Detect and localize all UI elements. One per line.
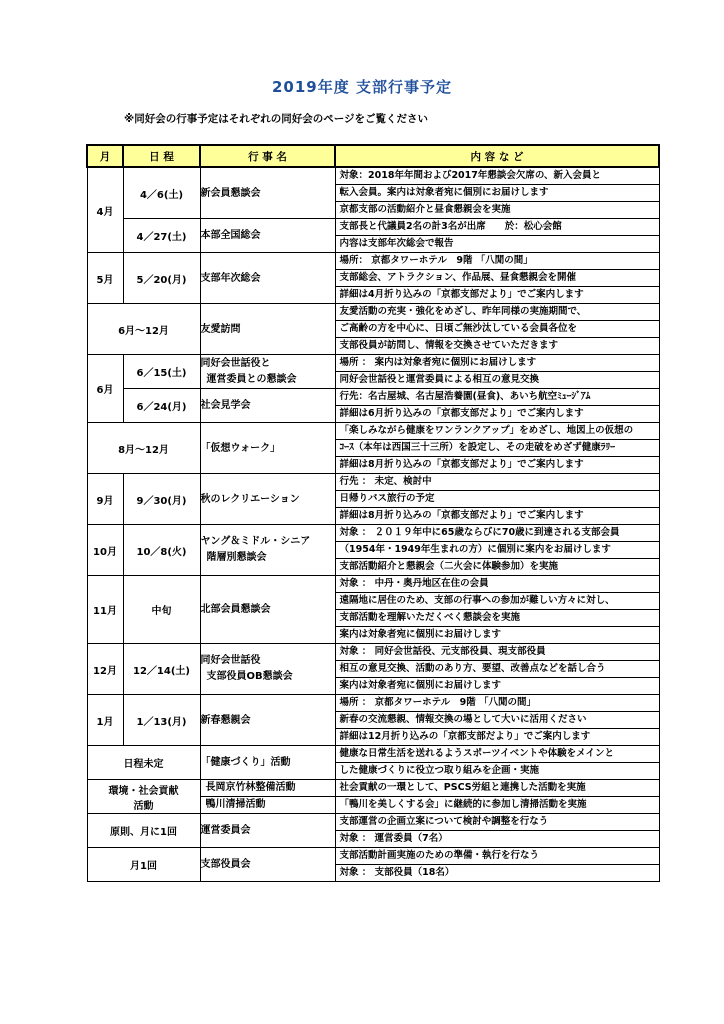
content-line: 詳細は8月折り込みの「京都支部だより」でご案内します xyxy=(339,510,584,521)
month-cell: 4月 xyxy=(87,167,123,253)
header-contents: 内 容 な ど xyxy=(335,145,659,167)
contents-cell xyxy=(335,848,659,882)
contents-cell xyxy=(335,355,659,389)
table-row xyxy=(87,304,659,355)
event-line: 運営委員との懇談会 xyxy=(206,373,297,385)
period-cell: 6月～12月 xyxy=(87,304,200,355)
content-line: 詳細は4月折り込みの「京都支部だより」でご案内します xyxy=(339,289,584,300)
content-line: 京都支部の活動紹介と昼食懇親会を実施 xyxy=(339,204,511,215)
contents-cell xyxy=(335,304,659,355)
date-cell: 4／6(土) xyxy=(123,167,200,219)
content-line: 行先 ： 未定、検討中 xyxy=(336,474,659,491)
contents-cell xyxy=(335,474,659,525)
content-line: 対象：2018年年間および2017年懇談会欠席の、新入会員と xyxy=(336,168,659,185)
event-line: 鴨川清掃活動 xyxy=(205,799,266,810)
content-line: 同好会世話役と運営委員による相互の意見交換 xyxy=(339,374,540,385)
contents-cell xyxy=(335,780,659,814)
month-cell: 6月 xyxy=(87,355,123,423)
event-line: 支部役員OB懇談会 xyxy=(206,671,293,682)
content-line: （1954年・1949年生まれの方）に個別に案内をお届けします xyxy=(336,542,659,559)
event-cell: 社会見学会 xyxy=(200,389,335,423)
content-line: 場所： 京都タワーホテル 9階 「八閒の間」 xyxy=(336,253,659,270)
contents-cell xyxy=(335,695,659,746)
event-cell: 秋のレクリエーション xyxy=(200,474,335,525)
event-cell xyxy=(200,525,335,576)
contents-cell xyxy=(335,576,659,644)
event-cell: 北部会員懇談会 xyxy=(200,576,335,644)
content-line: 友愛活動の充実・強化をめざし、昨年同様の実施期間で、 xyxy=(336,304,659,321)
event-cell xyxy=(200,355,335,389)
event-line: 同好会世話役と xyxy=(200,357,271,369)
table-header-row xyxy=(87,145,659,167)
table-row xyxy=(87,423,659,474)
content-line: 内容は支部年次総会で報告 xyxy=(339,238,454,249)
event-cell: 「健康づくり」活動 xyxy=(200,746,335,780)
page-note: ※同好会の行事予定はそれぞれの同好会のページをご覧ください xyxy=(124,113,428,125)
event-cell: 運営委員会 xyxy=(200,814,335,848)
content-line: 案内は対象者宛に個別にお届けします xyxy=(339,680,502,691)
content-line: 詳細は6月折り込みの「京都支部だより」でご案内します xyxy=(339,408,584,419)
period-line: 環境・社会貢献 xyxy=(108,785,179,797)
event-cell xyxy=(200,644,335,695)
date-cell: 1／13(月) xyxy=(123,695,200,746)
period-cell: 日程未定 xyxy=(87,746,200,780)
period-cell: 8月～12月 xyxy=(87,423,200,474)
date-cell: 中旬 xyxy=(123,576,200,644)
header-event: 行 事 名 xyxy=(200,145,335,167)
month-cell: 11月 xyxy=(87,576,123,644)
event-line: 階層別懇談会 xyxy=(206,552,267,563)
date-cell: 5／20(月) xyxy=(123,253,200,304)
table-row xyxy=(87,814,659,848)
content-line: 「楽しみながら健康をワンランクアップ」をめざし、地図上の仮想の xyxy=(336,423,659,440)
content-line: 行先：名古屋城、名古屋浩養園(昼食)、あいち航空ﾐｭｰｼﾞｱﾑ xyxy=(336,389,659,406)
contents-cell xyxy=(335,423,659,474)
contents-cell xyxy=(335,746,659,780)
event-cell: 「仮想ウォーク」 xyxy=(200,423,335,474)
contents-cell xyxy=(335,167,659,219)
period-cell: 月1回 xyxy=(87,848,200,882)
content-line: 日帰りバス旅行の予定 xyxy=(336,491,659,508)
period-cell xyxy=(87,780,200,814)
table-row xyxy=(87,644,659,695)
month-cell: 9月 xyxy=(87,474,123,525)
event-line: 長岡京竹林整備活動 xyxy=(201,780,335,797)
content-line: ご高齢の方を中心に、日頃ご無沙汰している会員各位を xyxy=(336,321,659,338)
page-title: 2019年度 支部行事予定 xyxy=(272,78,452,96)
date-cell: 12／14(土) xyxy=(123,644,200,695)
content-line: 転入会員。案内は対象者宛に個別にお届けします xyxy=(336,185,659,202)
table-row xyxy=(87,355,659,389)
content-line: 健康な日常生活を送れるようスポーツイベントや体験をメインと xyxy=(336,746,659,763)
content-line: 相互の意見交換、活動のあり方、要望、改善点などを話し合う xyxy=(336,661,659,678)
contents-cell xyxy=(335,525,659,576)
content-line: 支部活動計画実施のための準備・執行を行なう xyxy=(336,848,659,865)
table-row xyxy=(87,780,659,814)
event-cell xyxy=(200,780,335,814)
month-cell: 10月 xyxy=(87,525,123,576)
table-row xyxy=(87,576,659,644)
date-cell: 10／8(火) xyxy=(123,525,200,576)
table-row xyxy=(87,167,659,219)
content-line: 対象 ： 運営委員（7名） xyxy=(339,833,448,844)
content-line: 対象 ： 中丹・奥丹地区在住の会員 xyxy=(336,576,659,593)
content-line: 支部長と代議員2名の計3名が出席 於：松心会館 xyxy=(336,219,659,236)
event-cell: 支部役員会 xyxy=(200,848,335,882)
content-line: 遠隔地に居住のため、支部の行事への参加が難しい方々に対し、 xyxy=(336,593,659,610)
content-line: 「鴨川を美しくする会」に継続的に参加し清掃活動を実施 xyxy=(339,799,587,810)
event-cell: 友愛訪問 xyxy=(200,304,335,355)
table-row xyxy=(87,219,659,253)
period-cell: 原則、月に1回 xyxy=(87,814,200,848)
event-cell: 新春懇親会 xyxy=(200,695,335,746)
content-line: 対象 ： 支部役員（18名） xyxy=(339,867,455,878)
content-line: 詳細は8月折り込みの「京都支部だより」でご案内します xyxy=(339,459,584,470)
content-line: 支部活動を理解いただくべく懇談会を実施 xyxy=(336,610,659,627)
table-row xyxy=(87,695,659,746)
event-line: ヤング＆ミドル・シニア xyxy=(200,536,311,547)
content-line: 支部活動紹介と懇親会（二火会に体験参加）を実施 xyxy=(339,561,559,572)
content-line: 対象 ： 同好会世話役、元支部役員、現支部役員 xyxy=(336,644,659,661)
content-line: した健康づくりに役立つ取り組みを企画・実施 xyxy=(339,765,540,776)
content-line: 場所 ： 案内は対象者宛に個別にお届けします xyxy=(336,355,659,372)
table-row xyxy=(87,746,659,780)
event-cell: 本部全国総会 xyxy=(200,219,335,253)
content-line: ｺｰｽ（本年は西国三十三所）を設定し、その走破をめざず健康ﾗﾘｰ xyxy=(336,440,659,457)
event-cell: 新会員懇談会 xyxy=(200,167,335,219)
content-line: 新春の交流懇親、情報交換の場として大いに活用ください xyxy=(336,712,659,729)
content-line: 支部役員が訪問し、情報を交換させていただきます xyxy=(339,340,559,351)
table-row xyxy=(87,525,659,576)
schedule-table xyxy=(86,144,660,882)
event-line: 同好会世話役 xyxy=(200,655,261,666)
table-row xyxy=(87,389,659,423)
month-cell: 1月 xyxy=(87,695,123,746)
date-cell: 9／30(月) xyxy=(123,474,200,525)
header-month: 月 xyxy=(87,145,123,167)
month-cell: 5月 xyxy=(87,253,123,304)
header-date: 日 程 xyxy=(123,145,200,167)
content-line: 支部運営の企画立案について検討や調整を行なう xyxy=(336,814,659,831)
table-row xyxy=(87,474,659,525)
date-cell: 4／27(土) xyxy=(123,219,200,253)
contents-cell xyxy=(335,814,659,848)
content-line: 対象 ： ２０１９年中に65歳ならびに70歳に到達される支部会員 xyxy=(336,525,659,542)
table-row xyxy=(87,848,659,882)
contents-cell xyxy=(335,389,659,423)
table-row xyxy=(87,253,659,304)
content-line: 案内は対象者宛に個別にお届けします xyxy=(339,629,502,640)
period-line: 活動 xyxy=(133,800,154,812)
contents-cell xyxy=(335,253,659,304)
content-line: 支部総会、アトラクション、作品展、昼食懇親会を開催 xyxy=(336,270,659,287)
contents-cell xyxy=(335,644,659,695)
content-line: 社会貢献の一環として、PSCS労組と連携した活動を実施 xyxy=(336,780,659,797)
date-cell: 6／15(土) xyxy=(123,355,200,389)
month-cell: 12月 xyxy=(87,644,123,695)
event-cell: 支部年次総会 xyxy=(200,253,335,304)
content-line: 詳細は12月折り込みの「京都支部だより」でご案内します xyxy=(339,731,591,742)
contents-cell xyxy=(335,219,659,253)
content-line: 場所 ： 京都タワーホテル 9階 「八閒の間」 xyxy=(336,695,659,712)
date-cell: 6／24(月) xyxy=(123,389,200,423)
